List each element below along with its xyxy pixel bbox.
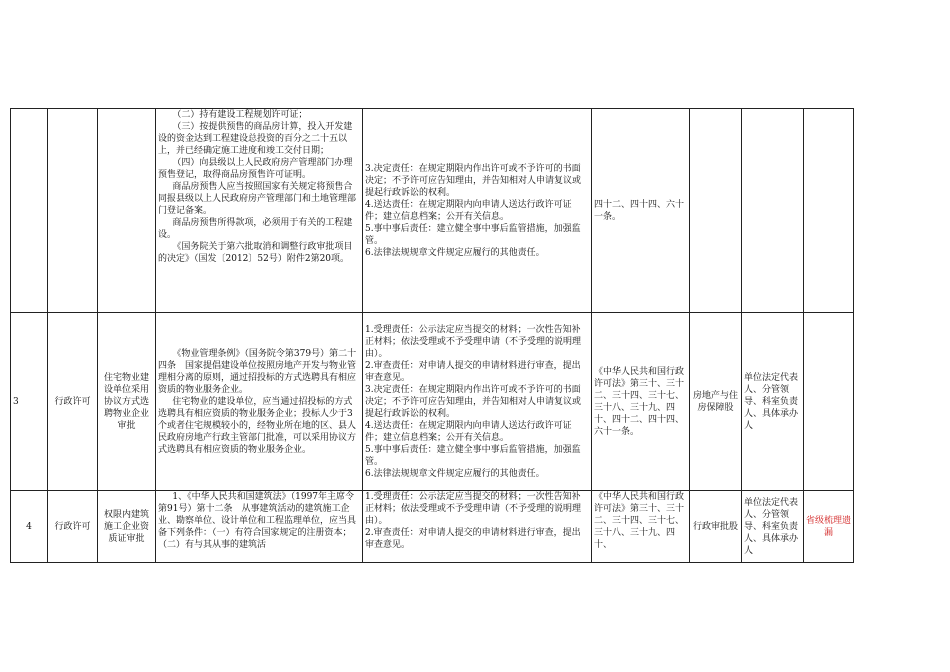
basis-line: （四）向县级以上人民政府房产管理部门办理预售登记，取得商品房预售许可证明。: [158, 158, 353, 180]
duty-line: 2.审查责任：对申请人提交的申请材料进行审查，提出审查意见。: [365, 360, 581, 383]
cell-responsible: [742, 109, 804, 313]
cell-duties: [363, 109, 592, 313]
cell-type: 行政许可: [48, 313, 98, 491]
cell-type: [48, 109, 98, 313]
basis-line: （二）持有建设工程规划许可证；: [172, 110, 308, 120]
cell-legal-basis: [156, 491, 363, 563]
cell-item-name: [98, 109, 156, 313]
basis-line: 1、《中华人民共和国建筑法》（1997年主席令第91号）第十二条 从事建筑活动的建筑施工企业、勘察单位、设计单位和工程监理单位，应当具备下列条件：（一）有符合国家规定的注册资本；（二）有与其从事的建筑活: [158, 492, 357, 550]
table-row: [11, 491, 854, 563]
cell-note: 省级梳理遗漏: [804, 491, 854, 563]
cell-department: 房地产与住房保障股: [690, 313, 742, 491]
cell-legal-basis: [156, 313, 363, 491]
cell-note: [804, 313, 854, 491]
basis-line: 商品房预售人应当按照国家有关规定将预售合同报县级以上人民政府房产管理部门和土地管理部门登记备案。: [158, 182, 357, 216]
duty-line: 6.法律法规规章文件规定应履行的其他责任。: [365, 247, 545, 258]
cell-department: 行政审批股: [690, 491, 742, 563]
basis-line: （三）按提供预售的商品房计算，投入开发建设的资金达到工程建设总投资的百分之二十五以上，并已经确定施工进度和竣工交付日期；: [158, 122, 353, 156]
cell-responsible: 单位法定代表人、分管领导、科室负责人、具体承办人: [742, 491, 804, 563]
basis-line: 《物业管理条例》（国务院令第379号）第二十四条 国家提倡建设单位按照房地产开发与物业管理相分离的原则，通过招投标的方式选聘具有相应资质的物业服务企业。: [158, 348, 357, 395]
basis-line: 商品房预售所得款项，必须用于有关的工程建设。: [158, 218, 353, 240]
duty-line: 4.送达责任：在规定期限内向申请人送达行政许可证件；建立信息档案；公开有关信息。: [365, 199, 572, 222]
duty-line: 1.受理责任：公示法定应当提交的材料；一次性告知补正材料；依法受理或不予受理申请（不予受理的说明理由）。: [365, 324, 582, 359]
cell-note: [804, 109, 854, 313]
cell-no: 4: [11, 491, 48, 563]
duty-line: 3.决定责任：在规定期限内作出许可或不予许可的书面决定；不予许可应告知理由，并告知相对人申请复议或提起行政诉讼的权利。: [365, 163, 582, 198]
cell-legal-basis: [156, 109, 363, 313]
duty-line: 3.决定责任：在规定期限内作出许可或不予许可的书面决定；不予许可应告知理由，并告知相对人申请复议或提起行政诉讼的权利。: [365, 384, 582, 419]
duty-line: 2.审查责任：对申请人提交的申请材料进行审查，提出审查意见。: [365, 528, 581, 550]
item-name-prefix: 权限内: [103, 509, 131, 520]
cell-item-name: [98, 491, 156, 563]
duty-line: 6.法律法规规章文件规定应履行的其他责任。: [365, 468, 545, 479]
permission-table: [10, 108, 854, 563]
cell-no: [11, 109, 48, 313]
duty-line: 4.送达责任：在规定期限内向申请人送达行政许可证件；建立信息档案；公开有关信息。: [365, 420, 572, 443]
table-row: [11, 109, 854, 313]
cell-law-articles: 《中华人民共和国行政许可法》第三十、三十二、三十四、三十七、三十八、三十九、四十、四十二、四十四、六十一条。: [592, 313, 690, 491]
cell-responsible: 单位法定代表人、分管领导、科室负责人、具体承办人: [742, 313, 804, 491]
basis-line: 《国务院关于第六批取消和调整行政审批项目的决定》（国发〔2012〕52号）附件2第20项。: [158, 242, 353, 264]
cell-item-name: 住宅物业建设单位采用协议方式选聘物业企业审批: [98, 313, 156, 491]
cell-law-articles: 《中华人民共和国行政许可法》第三十、三十二、三十四、三十七、三十八、三十九、四十、: [592, 491, 690, 563]
duty-line: 5.事中事后责任：建立健全事中事后监管措施，加强监管。: [365, 444, 581, 467]
cell-duties: [363, 491, 592, 563]
cell-department: [690, 109, 742, 313]
duty-line: 1.受理责任：公示法定应当提交的材料；一次性告知补正材料；依法受理或不予受理申请（不予受理的说明理由）。: [365, 492, 582, 526]
table-row: [11, 313, 854, 491]
basis-line: 住宅物业的建设单位，应当通过招投标的方式选聘具有相应资质的物业服务企业；投标人少于3个或者住宅规模较小的，经物业所在地的区、县人民政府房地产行政主管部门批准，可以采用协议方式选聘具有相应资质的物业服务企业。: [158, 396, 357, 455]
permission-table-sheet: [10, 108, 853, 563]
cell-type: 行政许可: [48, 491, 98, 563]
item-name-text: 建筑施工企业资质证审批: [103, 509, 150, 544]
duty-line: 5.事中事后责任：建立健全事中事后监管措施，加强监管。: [365, 223, 581, 246]
cell-duties: [363, 313, 592, 491]
cell-law-articles: 四十二、四十四、六十一条。: [592, 109, 690, 313]
cell-no: 3: [11, 313, 48, 491]
